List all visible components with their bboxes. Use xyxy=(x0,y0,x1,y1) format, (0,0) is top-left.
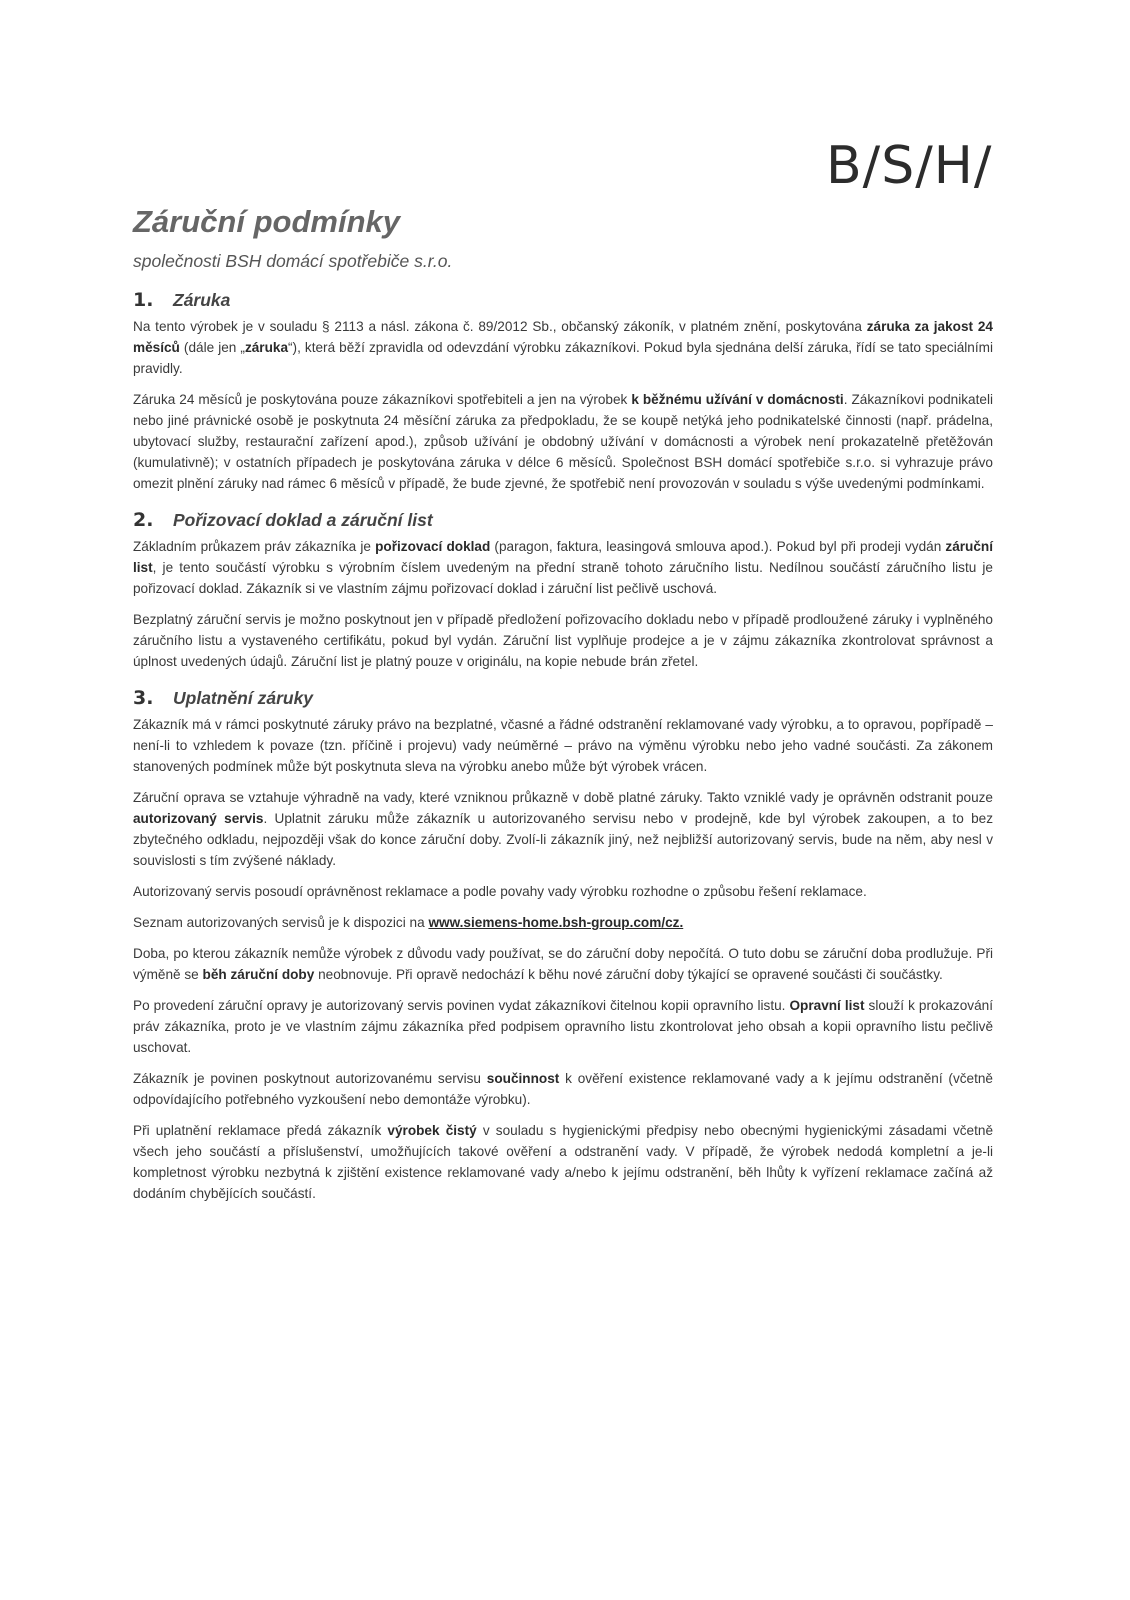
paragraph: Bezplatný záruční servis je možno poskytnout jen v případě předložení pořizovacího dokladu nebo v případě prodloužené záruky i vyplněného záručního listu a vystaveného certifikátu, pokud byl vydán. Záruční list vyplňuje prodejce a je v zájmu zákazníka zkontrolovat správnost a úplnost uvedených údajů. Záruční list je platný pouze v originálu, na kopie nebude brán zřetel. xyxy=(133,612,993,669)
logo-text: B/S/H/ xyxy=(826,136,993,196)
section-title: Záruka xyxy=(173,290,231,310)
section-heading xyxy=(133,506,993,534)
service-list-link[interactable]: www.siemens-home.bsh-group.com/cz. xyxy=(428,915,684,930)
document-body xyxy=(133,200,993,1204)
paragraph: Zákazník má v rámci poskytnuté záruky právo na bezplatné, včasné a řádné odstranění reklamované vady výrobku, a to opravou, popřípadě – není-li to vzhledem k povaze (tzn. příčině i projevu) vady neúměrné – právo na výměnu výrobku nebo jeho vadné součásti. Za zákonem stanovených podmínek může být poskytnuta sleva na výrobku anebo může být výrobek vrácen. xyxy=(133,717,993,774)
paragraph: Autorizovaný servis posoudí oprávněnost reklamace a podle povahy vady výrobku rozhodne o způsobu řešení reklamace. xyxy=(133,884,867,899)
bsh-logo xyxy=(826,134,996,198)
section-1 xyxy=(133,286,993,494)
section-heading xyxy=(133,684,993,712)
paragraph: Po provedení záruční opravy je autorizovaný servis povinen vydat zákazníkovi čitelnou kopii opravního listu. Opravní list slouží k prokazování práv zákazníka, proto je ve vlastním zájmu zákazníka před podpisem opravního listu zkontrolovat jeho obsah a kopii opravního listu pečlivě uschovat. xyxy=(133,998,993,1055)
section-3 xyxy=(133,684,993,1204)
page-title: Záruční podmínky xyxy=(133,204,400,239)
paragraph: Na tento výrobek je v souladu § 2113 a násl. zákona č. 89/2012 Sb., občanský zákoník, v platném znění, poskytována záruka za jakost 24 měsíců (dále jen „záruka“), která běží zpravidla od odevzdání výrobku zákazníkovi. Pokud byla sjednána delší záruka, řídí se tato speciálními pravidly. xyxy=(133,319,993,376)
page-subtitle: společnosti BSH domácí spotřebiče s.r.o. xyxy=(133,251,453,271)
section-heading xyxy=(133,286,993,314)
section-title: Pořizovací doklad a záruční list xyxy=(173,510,433,530)
paragraph: Základním průkazem práv zákazníka je pořizovací doklad (paragon, faktura, leasingová smlouva apod.). Pokud byl při prodeji vydán záruční list, je tento součástí výrobku s výrobním číslem uvedeným na přední straně tohoto záručního listu. Nedílnou součástí záručního listu je pořizovací doklad. Zákazník si ve vlastním zájmu pořizovací doklad i záruční list pečlivě uschová. xyxy=(133,539,993,596)
section-number: 1. xyxy=(133,289,154,311)
paragraph: Seznam autorizovaných servisů je k dispozici na www.siemens-home.bsh-group.com/cz. xyxy=(133,915,684,930)
section-number: 2. xyxy=(133,509,154,531)
paragraph: Doba, po kterou zákazník nemůže výrobek z důvodu vady používat, se do záruční doby nepočítá. O tuto dobu se záruční doba prodlužuje. Při výměně se běh záruční doby neobnovuje. Při opravě nedochází k běhu nové záruční doby týkající se opravené součásti či součástky. xyxy=(133,946,993,982)
section-2 xyxy=(133,506,993,672)
paragraph: Záruční oprava se vztahuje výhradně na vady, které vzniknou průkazně v době platné záruky. Takto vzniklé vady je oprávněn odstranit pouze autorizovaný servis. Uplatnit záruku může zákazník u autorizovaného servisu nebo v prodejně, kde byl výrobek zakoupen, a to bez zbytečného odkladu, nejpozději však do konce záruční doby. Zvolí-li zákazník jiný, než nejbližší autorizovaný servis, bude na něm, aby nesl v souvislosti s tím zvýšené náklady. xyxy=(133,790,993,868)
section-title: Uplatnění záruky xyxy=(173,688,314,708)
section-number: 3. xyxy=(133,687,154,709)
paragraph: Záruka 24 měsíců je poskytována pouze zákazníkovi spotřebiteli a jen na výrobek k běžnému užívání v domácnosti. Zákazníkovi podnikateli nebo jiné právnické osobě je poskytnuta 24 měsíční záruka za předpokladu, že se koupě netýká jeho podnikatelské činnosti (např. prádelna, ubytovací služby, restaurační zařízení apod.), způsob užívání je obdobný užívání v domácnosti a výrobek není prokazatelně přetěžován (kumulativně); v ostatních případech je poskytována záruka v délce 6 měsíců. Společnost BSH domácí spotřebiče s.r.o. si vyhrazuje právo omezit plnění záruky nad rámec 6 měsíců v případě, že bude zjevné, že spotřebič není provozován v souladu s výše uvedenými podmínkami. xyxy=(133,392,993,491)
paragraph: Zákazník je povinen poskytnout autorizovanému servisu součinnost k ověření existence reklamované vady a k jejímu odstranění (včetně odpovídajícího potřebného vyzkoušení nebo demontáže výrobku). xyxy=(133,1071,993,1107)
paragraph: Při uplatnění reklamace předá zákazník výrobek čistý v souladu s hygienickými předpisy nebo obecnými hygienickými zásadami včetně všech jeho součástí a příslušenství, umožňujících takové ověření a odstranění vady. V případě, že výrobek nedodá kompletní a je-li kompletnost výrobku nezbytná k zjištění existence reklamované vady a/nebo k jejímu odstranění, běh lhůty k vyřízení reklamace začíná až dodáním chybějících součástí. xyxy=(133,1123,994,1201)
